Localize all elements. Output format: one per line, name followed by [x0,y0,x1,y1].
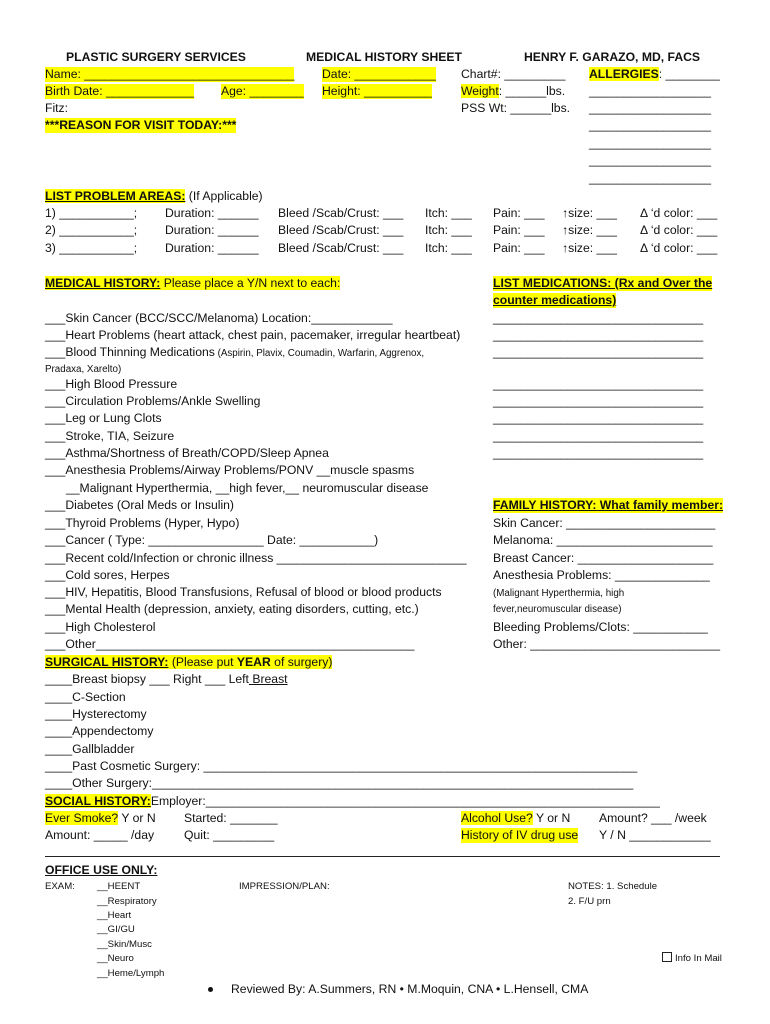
exam-item[interactable]: __HEENT [97,881,141,892]
fitz-field[interactable]: Fitz: [45,101,69,115]
info-in-mail-label: Info In Mail [675,953,722,964]
family-history-note-2: fever,neuromuscular disease) [493,604,622,615]
family-history-heading: FAMILY HISTORY: What family member: [493,498,724,512]
family-history-item[interactable]: Breast Cancer: ____________________ [493,551,714,565]
problem-number[interactable]: 3) ___________; [45,241,138,255]
iv-drug-field[interactable]: Y / N ____________ [599,828,711,842]
sheet-title: MEDICAL HISTORY SHEET [306,50,462,64]
pss-weight-field[interactable]: PSS Wt: ______lbs. [461,101,571,115]
chart-number-field[interactable]: Chart#: _________ [461,67,566,81]
problem-size[interactable]: ↑size: ___ [562,206,617,220]
ever-smoke-field[interactable]: Ever Smoke? Y or N [45,811,156,825]
family-history-other[interactable]: Other: ____________________________ [493,637,721,651]
allergy-line-1[interactable]: __________________ [589,84,712,98]
medication-line[interactable]: _______________________________ [493,394,704,408]
surgery-other[interactable]: ____Other Surgery:_______________________________________________________________________ [45,776,634,790]
problem-duration[interactable]: Duration: ______ [165,223,259,237]
exam-item[interactable]: __Heme/Lymph [97,968,165,979]
family-history-item[interactable]: Anesthesia Problems: ______________ [493,568,710,582]
reason-for-visit-label: ***REASON FOR VISIT TODAY:*** [45,118,237,132]
name-field[interactable]: Name: _______________________________ [45,67,295,81]
medication-line[interactable]: _______________________________ [493,411,704,425]
allergy-line-5[interactable]: __________________ [589,153,712,167]
problem-bleed[interactable]: Bleed /Scab/Crust: ___ [278,206,404,220]
problem-color[interactable]: Δ ‘d color: ___ [640,206,718,220]
smoke-amount-field[interactable]: Amount: _____ /day [45,828,155,842]
divider-line [45,856,720,857]
surgery-past-cosmetic[interactable]: ____Past Cosmetic Surgery: ________________________________________________________________ [45,759,638,773]
medication-line[interactable]: _______________________________ [493,429,704,443]
surgery-item[interactable]: ____Gallbladder [45,742,135,756]
date-field[interactable]: Date: ____________ [322,67,436,81]
alcohol-use-field[interactable]: Alcohol Use? Y or N [461,811,571,825]
history-item[interactable]: ___Skin Cancer (BCC/SCC/Melanoma) Location:____________ [45,311,393,325]
history-item[interactable]: ___Leg or Lung Clots [45,411,162,425]
birth-date-field[interactable]: Birth Date: _____________ [45,84,195,98]
problem-size[interactable]: ↑size: ___ [562,241,617,255]
history-item[interactable]: ___Blood Thinning Medications (Aspirin, Plavix, Coumadin, Warfarin, Aggrenox, [45,345,425,359]
bullet-icon [208,987,213,992]
weight-field[interactable]: Weight: ______lbs. [461,84,566,98]
problem-pain[interactable]: Pain: ___ [493,223,545,237]
office-use-heading: OFFICE USE ONLY: [45,863,158,877]
family-history-item[interactable]: Skin Cancer: ______________________ [493,516,716,530]
history-item[interactable]: ___Other_______________________________________________ [45,637,415,651]
problem-color[interactable]: Δ ‘d color: ___ [640,241,718,255]
smoke-started-field[interactable]: Started: _______ [184,811,278,825]
history-item[interactable]: ___Mental Health (depression, anxiety, eating disorders, cutting, etc.) [45,602,419,616]
allergies-field[interactable]: ALLERGIES: ________ [589,67,720,81]
history-item[interactable]: ___Heart Problems (heart attack, chest pain, pacemaker, irregular heartbeat) [45,328,461,342]
surgery-item[interactable]: ____C-Section [45,690,126,704]
practice-name: PLASTIC SURGERY SERVICES [66,50,246,64]
iv-drug-label: History of IV drug use [461,828,579,842]
problem-itch[interactable]: Itch: ___ [425,223,472,237]
problem-itch[interactable]: Itch: ___ [425,241,472,255]
medication-line[interactable]: _______________________________ [493,311,704,325]
medication-line[interactable]: _______________________________ [493,328,704,342]
history-item[interactable]: ___Cold sores, Herpes [45,568,170,582]
problem-number[interactable]: 1) ___________; [45,206,138,220]
problem-areas-heading: LIST PROBLEM AREAS: (If Applicable) [45,189,263,203]
history-item[interactable]: ___Recent cold/Infection or chronic illness ____________________________ [45,551,467,565]
allergy-line-4[interactable]: __________________ [589,136,712,150]
history-item[interactable]: ___Cancer ( Type: _________________ Date: ___________) [45,533,379,547]
surgery-item[interactable]: ____Appendectomy [45,724,154,738]
medication-line[interactable]: _______________________________ [493,446,704,460]
allergies-label: ALLERGIES [589,67,659,81]
impression-plan-label: IMPRESSION/PLAN: [239,881,330,892]
social-history-line[interactable]: SOCIAL HISTORY:Employer:___________________________________________________________________ [45,794,660,808]
problem-color[interactable]: Δ ‘d color: ___ [640,223,718,237]
history-item[interactable]: ___Diabetes (Oral Meds or Insulin) [45,498,234,512]
history-item[interactable]: ___HIV, Hepatitis, Blood Transfusions, Refusal of blood or blood products [45,585,442,599]
history-item[interactable]: ___Anesthesia Problems/Airway Problems/PONV __muscle spasms [45,463,415,477]
notes-label: NOTES: 1. Schedule [568,881,658,892]
problem-pain[interactable]: Pain: ___ [493,206,545,220]
height-field[interactable]: Height: __________ [322,84,432,98]
medical-history-heading: MEDICAL HISTORY: Please place a Y/N next to each: [45,276,341,290]
blood-thinner-examples: Pradaxa, Xarelto) [45,364,122,375]
family-history-note: (Malignant Hyperthermia, high [493,588,625,599]
problem-duration[interactable]: Duration: ______ [165,206,259,220]
surgery-item[interactable]: ____Hysterectomy [45,707,147,721]
problem-bleed[interactable]: Bleed /Scab/Crust: ___ [278,223,404,237]
problem-itch[interactable]: Itch: ___ [425,206,472,220]
history-item[interactable]: ___High Cholesterol [45,620,156,634]
problem-number[interactable]: 2) ___________; [45,223,138,237]
family-history-item[interactable]: Melanoma: _______________________ [493,533,713,547]
notes-followup: 2. F/U prn [568,896,611,907]
medications-heading: LIST MEDICATIONS: (Rx and Over the [493,276,713,290]
history-item[interactable]: ___High Blood Pressure [45,377,178,391]
smoke-quit-field[interactable]: Quit: _________ [184,828,275,842]
checkbox-icon[interactable] [662,952,672,962]
medication-line[interactable]: _______________________________ [493,377,704,391]
problem-duration[interactable]: Duration: ______ [165,241,259,255]
age-field[interactable]: Age: ________ [221,84,304,98]
history-item[interactable]: __Malignant Hyperthermia, __high fever,__ neuromuscular disease [66,481,429,495]
exam-item[interactable]: __Skin/Musc [97,939,152,950]
surgical-history-heading: SURGICAL HISTORY: (Please put YEAR of surgery) [45,655,333,669]
exam-item[interactable]: __GI/GU [97,924,135,935]
reviewed-by: Reviewed By: A.Summers, RN • M.Moquin, CNA • L.Hensell, CMA [231,982,589,996]
exam-item[interactable]: __Neuro [97,953,134,964]
medication-line[interactable]: _______________________________ [493,345,704,359]
history-item[interactable]: ___Thyroid Problems (Hyper, Hypo) [45,516,240,530]
exam-item[interactable]: __Heart [97,910,132,921]
history-item[interactable]: ___Stroke, TIA, Seizure [45,429,175,443]
exam-item[interactable]: __Respiratory [97,896,157,907]
problem-bleed[interactable]: Bleed /Scab/Crust: ___ [278,241,404,255]
alcohol-amount-field[interactable]: Amount? ___ /week [599,811,707,825]
problem-size[interactable]: ↑size: ___ [562,223,617,237]
physician-name: HENRY F. GARAZO, MD, FACS [524,50,701,64]
info-in-mail-checkbox[interactable] [662,951,722,966]
problem-pain[interactable]: Pain: ___ [493,241,545,255]
surgery-breast-biopsy[interactable]: ____Breast biopsy ___ Right ___ Left Breast [45,672,288,686]
allergy-line-3[interactable]: __________________ [589,118,712,132]
history-item[interactable]: ___Asthma/Shortness of Breath/COPD/Sleep Apnea [45,446,329,460]
medications-heading-2: counter medications) [493,293,617,307]
family-history-bleeding[interactable]: Bleeding Problems/Clots: ___________ [493,620,708,634]
allergy-line-6[interactable]: __________________ [589,171,712,185]
allergy-line-2[interactable]: __________________ [589,101,712,115]
history-item[interactable]: ___Circulation Problems/Ankle Swelling [45,394,261,408]
exam-label: EXAM: [45,881,75,892]
